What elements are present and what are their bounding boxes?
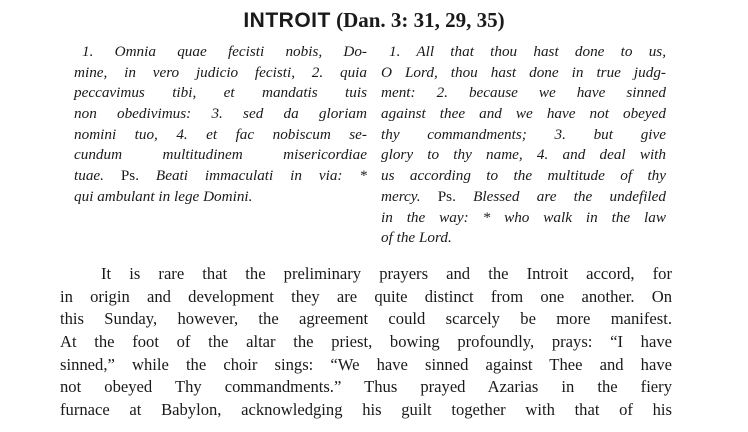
psalm-marker: Ps. [437, 187, 456, 205]
latin-line: peccavimus tibi, et mandatis tuis [74, 84, 367, 102]
title-heading: INTROIT [243, 9, 331, 32]
body-line: not obeyed Thy commandments.” Thus prayed Azarias in the fiery [60, 377, 672, 397]
english-line: against thee and we have not obeyed [381, 105, 666, 123]
english-line: thy commandments; 3. but give [381, 125, 666, 143]
english-line: ment: 2. because we have sinned [381, 84, 666, 102]
latin-line: tuae. Ps. Beati immaculati in via: * [74, 167, 367, 185]
latin-line: 1. Omnia quae fecisti nobis, Do- [82, 43, 367, 60]
title-reference: (Dan. 3: 31, 29, 35) [336, 8, 505, 32]
body-line: furnace at Babylon, acknowledging his guilt together with that of his [60, 400, 672, 420]
page-title [0, 8, 748, 33]
english-line: 1. All that thou hast done to us, [389, 43, 666, 60]
body-line: It is rare that the preliminary prayers and the Introit accord, for [101, 264, 672, 283]
body-line: At the foot of the altar the priest, bowing profoundly, prays: “I have [60, 332, 672, 352]
english-line: in the way: * who walk in the law [381, 208, 666, 226]
body-line: sinned,” while the choir sings: “We have sinned against Thee and have [60, 354, 672, 374]
english-text-column [381, 42, 666, 249]
english-line: of the Lord. [381, 229, 452, 247]
body-line: in origin and development they are quite distinct from one another. On [60, 286, 672, 306]
english-line: mercy. Ps. Blessed are the undefiled [381, 187, 666, 205]
latin-line: cundum multitudinem misericordiae [74, 146, 367, 164]
psalm-marker: Ps. [120, 167, 140, 185]
latin-line: mine, in vero judicio fecisti, 2. quia [74, 63, 367, 81]
latin-text-column [74, 42, 367, 208]
english-line: glory to thy name, 4. and deal with [381, 146, 666, 164]
english-line: us according to the multitude of thy [381, 167, 666, 185]
english-line: O Lord, thou hast done in true judg- [381, 63, 666, 81]
latin-line: non obedivimus: 3. sed da gloriam [74, 105, 367, 123]
commentary-paragraph [60, 263, 672, 422]
latin-line: qui ambulant in lege Domini. [74, 187, 253, 205]
body-line: this Sunday, however, the agreement could scarcely be more manifest. [60, 309, 672, 329]
latin-line: nomini tuo, 4. et fac nobiscum se- [74, 125, 367, 143]
